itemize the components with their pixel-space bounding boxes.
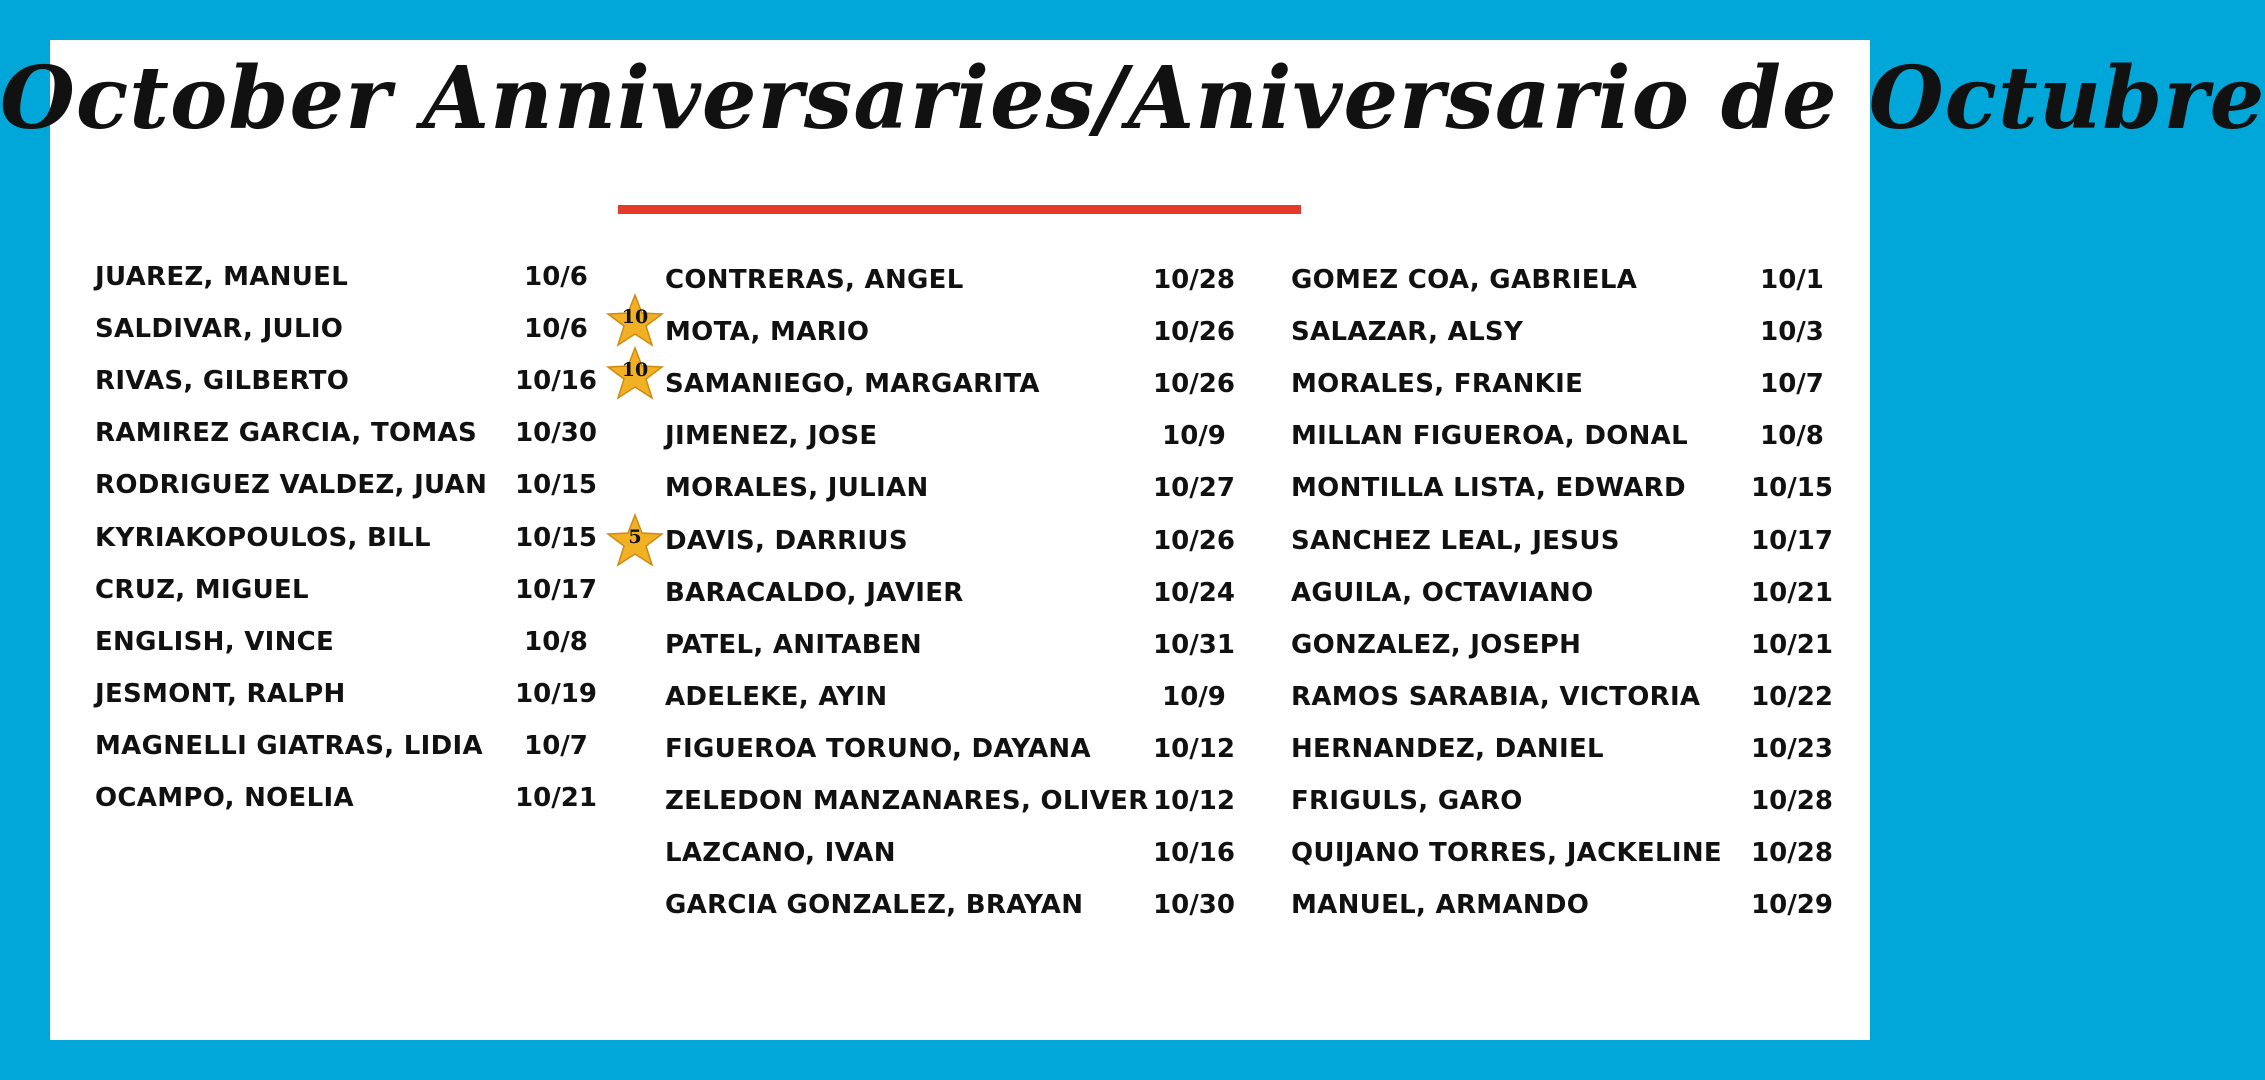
title-underline bbox=[618, 205, 1301, 214]
employee-name: RAMIREZ GARCIA, TOMAS bbox=[95, 418, 478, 449]
employee-name: PATEL, ANITABEN bbox=[665, 629, 922, 660]
employee-name: MORALES, JULIAN bbox=[665, 473, 929, 504]
anniversary-date: 10/28 bbox=[1751, 838, 1833, 869]
anniversary-date: 10/26 bbox=[1153, 369, 1235, 400]
employee-name: SAMANIEGO, MARGARITA bbox=[665, 369, 1040, 400]
anniversary-date: 10/21 bbox=[1751, 629, 1833, 660]
anniversary-date: 10/26 bbox=[1153, 525, 1235, 556]
anniversary-date: 10/27 bbox=[1153, 473, 1235, 504]
milestone-star-icon bbox=[606, 513, 664, 567]
anniversary-date: 10/9 bbox=[1162, 421, 1226, 452]
employee-name: LAZCANO, IVAN bbox=[665, 838, 896, 869]
employee-name: FIGUEROA TORUNO, DAYANA bbox=[665, 733, 1091, 764]
anniversary-date: 10/16 bbox=[1153, 838, 1235, 869]
anniversary-date: 10/21 bbox=[1751, 577, 1833, 608]
milestone-years-label: 10 bbox=[621, 306, 649, 328]
employee-name: OCAMPO, NOELIA bbox=[95, 783, 354, 813]
anniversary-date: 10/7 bbox=[1760, 369, 1824, 400]
milestone-years-label: 5 bbox=[628, 526, 642, 548]
page-title: October Anniversaries/Aniversario de Octubre bbox=[0, 48, 2265, 149]
anniversary-date: 10/30 bbox=[1153, 890, 1235, 921]
anniversary-date: 10/22 bbox=[1751, 681, 1833, 712]
anniversary-date: 10/17 bbox=[515, 574, 597, 605]
anniversary-date: 10/17 bbox=[1751, 525, 1833, 556]
employee-name: CRUZ, MIGUEL bbox=[95, 574, 309, 605]
anniversary-date: 10/12 bbox=[1153, 733, 1235, 764]
employee-name: JUAREZ, MANUEL bbox=[95, 262, 349, 292]
anniversary-date: 10/8 bbox=[1760, 421, 1824, 452]
employee-name: MAGNELLI GIATRAS, LIDIA bbox=[95, 730, 483, 761]
anniversary-date: 10/7 bbox=[524, 730, 588, 761]
employee-name: QUIJANO TORRES, JACKELINE bbox=[1291, 838, 1722, 869]
employee-name: MANUEL, ARMANDO bbox=[1291, 890, 1590, 921]
anniversary-date: 10/21 bbox=[515, 783, 597, 813]
employee-name: CONTRERAS, ANGEL bbox=[665, 265, 964, 295]
employee-name: KYRIAKOPOULOS, BILL bbox=[95, 522, 431, 553]
anniversary-date: 10/29 bbox=[1751, 890, 1833, 921]
anniversary-date: 10/26 bbox=[1153, 317, 1235, 348]
milestone-star-icon bbox=[606, 293, 664, 347]
milestone-star-icon bbox=[606, 346, 664, 400]
employee-name: SALDIVAR, JULIO bbox=[95, 314, 344, 345]
anniversary-date: 10/3 bbox=[1760, 317, 1824, 348]
anniversary-date: 10/1 bbox=[1760, 265, 1824, 295]
anniversary-date: 10/28 bbox=[1153, 265, 1235, 295]
anniversary-date: 10/30 bbox=[515, 418, 597, 449]
employee-name: HERNANDEZ, DANIEL bbox=[1291, 733, 1604, 764]
employee-name: ZELEDON MANZANARES, OLIVER bbox=[665, 786, 1149, 816]
anniversary-date: 10/9 bbox=[1162, 681, 1226, 712]
employee-name: ENGLISH, VINCE bbox=[95, 626, 335, 657]
anniversary-date: 10/12 bbox=[1153, 786, 1235, 816]
employee-name: MILLAN FIGUEROA, DONAL bbox=[1291, 421, 1688, 452]
anniversary-date: 10/8 bbox=[524, 626, 588, 657]
employee-name: JESMONT, RALPH bbox=[95, 678, 346, 709]
employee-name: GOMEZ COA, GABRIELA bbox=[1291, 265, 1638, 295]
employee-name: SANCHEZ LEAL, JESUS bbox=[1291, 525, 1620, 556]
employee-name: MOTA, MARIO bbox=[665, 317, 870, 348]
anniversary-date: 10/6 bbox=[524, 314, 588, 345]
anniversary-date: 10/15 bbox=[515, 470, 597, 501]
employee-name: RIVAS, GILBERTO bbox=[95, 366, 350, 397]
employee-name: SALAZAR, ALSY bbox=[1291, 317, 1524, 348]
employee-name: DAVIS, DARRIUS bbox=[665, 525, 908, 556]
employee-name: RODRIGUEZ VALDEZ, JUAN bbox=[95, 470, 488, 501]
employee-name: AGUILA, OCTAVIANO bbox=[1291, 577, 1594, 608]
anniversary-date: 10/15 bbox=[1751, 473, 1833, 504]
employee-name: MONTILLA LISTA, EDWARD bbox=[1291, 473, 1686, 504]
employee-name: MORALES, FRANKIE bbox=[1291, 369, 1584, 400]
employee-name: RAMOS SARABIA, VICTORIA bbox=[1291, 681, 1701, 712]
employee-name: JIMENEZ, JOSE bbox=[665, 421, 878, 452]
anniversary-date: 10/15 bbox=[515, 522, 597, 553]
anniversary-date: 10/23 bbox=[1751, 733, 1833, 764]
anniversary-date: 10/24 bbox=[1153, 577, 1235, 608]
employee-name: GONZALEZ, JOSEPH bbox=[1291, 629, 1582, 660]
employee-name: GARCIA GONZALEZ, BRAYAN bbox=[665, 890, 1084, 921]
anniversary-date: 10/16 bbox=[515, 366, 597, 397]
anniversary-date: 10/19 bbox=[515, 678, 597, 709]
anniversary-date: 10/28 bbox=[1751, 786, 1833, 816]
employee-name: ADELEKE, AYIN bbox=[665, 681, 888, 712]
employee-name: FRIGULS, GARO bbox=[1291, 786, 1523, 816]
anniversary-date: 10/31 bbox=[1153, 629, 1235, 660]
milestone-years-label: 10 bbox=[621, 359, 649, 381]
employee-name: BARACALDO, JAVIER bbox=[665, 577, 964, 608]
anniversary-date: 10/6 bbox=[524, 262, 588, 292]
